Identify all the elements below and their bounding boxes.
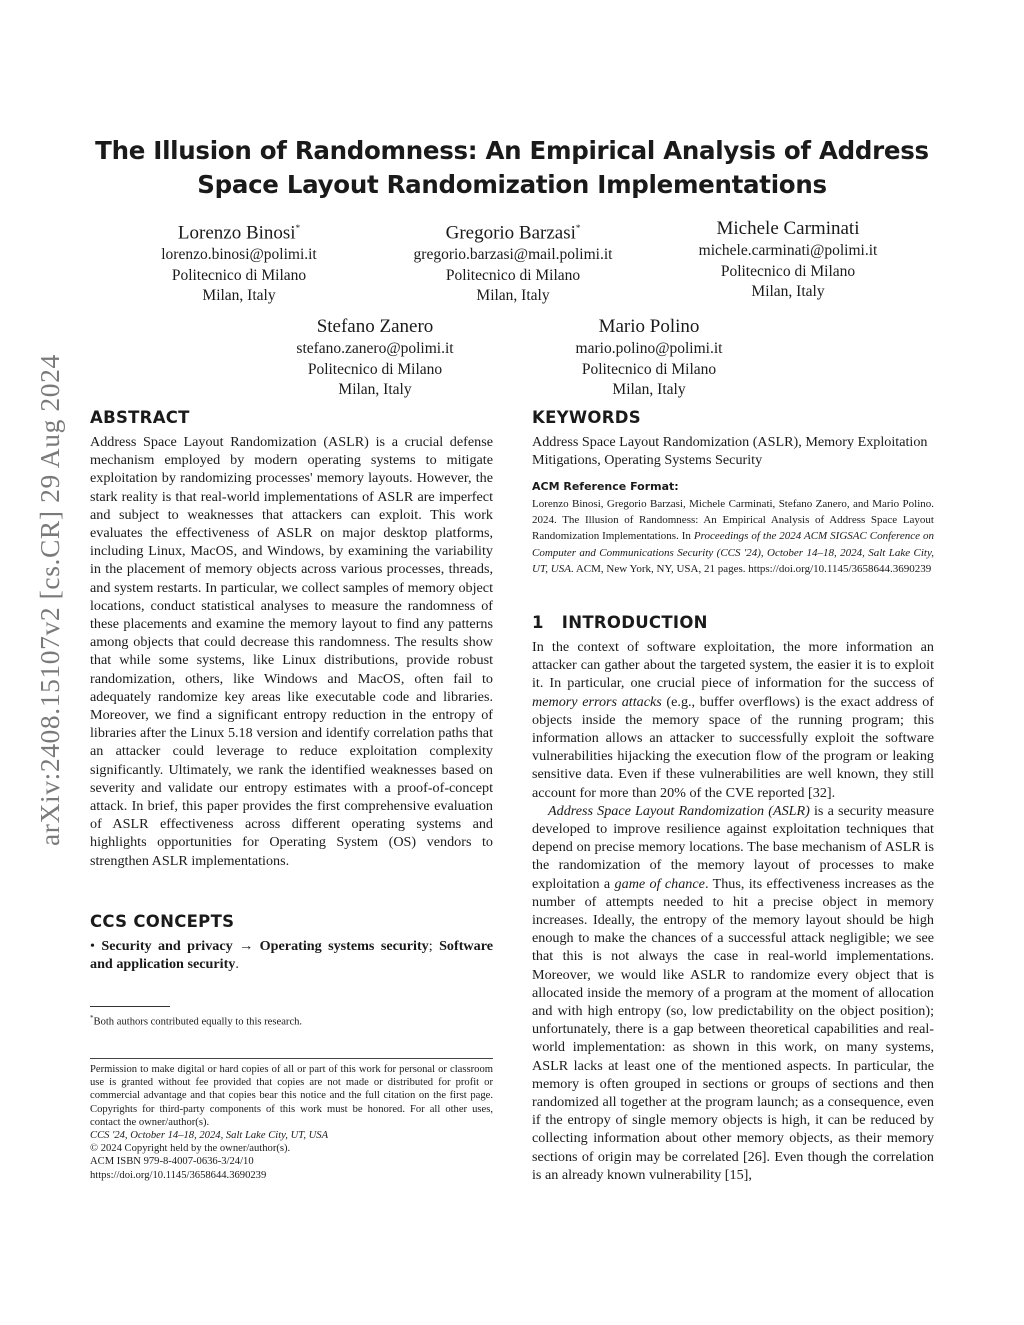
permission-block bbox=[90, 1063, 493, 1182]
author-block bbox=[89, 216, 389, 307]
ccs-bullet: • bbox=[90, 938, 95, 954]
title-line-2: Space Layout Randomization Implementations bbox=[197, 170, 827, 199]
ccs-separator: ; bbox=[428, 938, 433, 954]
keywords-body bbox=[532, 433, 934, 469]
author-email: lorenzo.binosi@polimi.it bbox=[161, 246, 317, 264]
author-block bbox=[225, 314, 525, 401]
author-affiliation: Politecnico di Milano bbox=[720, 262, 856, 280]
author-block bbox=[499, 314, 799, 401]
author-block bbox=[363, 216, 663, 307]
doi-line: https://doi.org/10.1145/3658644.3690239 bbox=[90, 1169, 267, 1181]
author-name: Mario Polino bbox=[598, 316, 700, 337]
ccs-arrow: → bbox=[239, 938, 254, 954]
author-affiliation: Politecnico di Milano bbox=[171, 266, 307, 284]
author-location: Milan, Italy bbox=[476, 287, 550, 305]
reference-format-body: Lorenzo Binosi, Gregorio Barzasi, Michele Carminati, Stefano Zanero, and Mario Polino. 2024. The Illusion of Randomness: An Empirical Analysis of Address Space Layout Randomization Implementations. In Proceedings of the 2024 ACM SIGSAC Conference on Computer and Communications Security (CCS '24), October 14–18, 2024, Salt Lake City, UT, USA. ACM, New York, NY, USA, 21 pages. https://doi.org/10.1145/3658644.3690239 bbox=[532, 498, 934, 575]
footnote: *Both authors contributed equally to this research. bbox=[90, 1014, 303, 1028]
permission-text: Permission to make digital or hard copies of all or part of this work for personal or classroom use is granted without fee provided that copies are not made or distributed for profit or commercial advantage and that copies bear this notice and the full citation on the first page. Copyrights for third-party components of this work must be honored. For all other uses, contact the owner/author(s). bbox=[90, 1064, 493, 1128]
author-name: Gregorio Barzasi* bbox=[445, 222, 581, 244]
intro-paragraph-1: In the context of software exploitation, the more information an attacker can gather about the targeted system, the easier it is to exploit it. In particular, one crucial piece of information for the success of memory errors attacks (e.g., buffer overflows) is the exact address of objects inside the memory space of the running program; this information allows an attacker to successfully exploit the software vulnerabilities hijacking the execution flow of the program or leaking sensitive data. Even if these vulnerabilities are well known, they still account for more than 20% of the CVE reported [32]. bbox=[532, 639, 934, 801]
conference-line: CCS '24, October 14–18, 2024, Salt Lake City, UT, USA bbox=[90, 1130, 329, 1142]
abstract-heading: ABSTRACT bbox=[90, 408, 190, 427]
author-affiliation: Politecnico di Milano bbox=[581, 360, 717, 378]
author-location: Milan, Italy bbox=[751, 283, 825, 300]
keywords-heading: KEYWORDS bbox=[532, 408, 641, 427]
author-email: michele.carminati@polimi.it bbox=[698, 242, 878, 259]
introduction-body bbox=[532, 638, 934, 1184]
intro-paragraph-2: Address Space Layout Randomization (ASLR) is a security measure developed to improve resilience against exploitation techniques that depend on precise memory locations. The base mechanism of ASLR is the randomization of the memory layout of processes to make exploitation a game of chance. Thus, its effectiveness increases as the number of attempts needed to hit a precise object in memory increases. Ideally, the entropy of the memory layout should be high enough to make the chances of a successful attack negligible; we see that this is not always the case in real-world implementations. Moreover, we would like ASLR to randomize every object that is allocated inside the memory of a program at the moment of allocation and with high entropy (so, low predictability on the object position); unfortunately, there is a gap between theoretical capabilities and real-world implementation: as shown in this work, on many systems, ASLR lacks at least one of the mentioned aspects. In particular, the memory is often grouped in sections or groups of sections and then randomized all together at the program launch; as a consequence, even if the entropy of single memory objects is high, it can be reduced by collecting information about other memory objects, as their memory sections of origin may be correlated [26]. Even though the correlation is an already known vulnerability [15], bbox=[532, 802, 934, 1183]
author-name: Lorenzo Binosi* bbox=[177, 222, 301, 244]
reference-format-heading: ACM Reference Format: bbox=[532, 480, 679, 493]
author-location: Milan, Italy bbox=[612, 381, 686, 398]
abstract-text: Address Space Layout Randomization (ASLR) is a crucial defense mechanism employed by modern operating systems to mitigate exploitation by randomizing processes' memory layouts. However, the stark reality is that real-world implementations of ASLR are imperfect and subject to weaknesses that attackers can exploit. This work evaluates the effectiveness of ASLR on major desktop platforms, including Linux, MacOS, and Windows, by examining the variability in the placement of memory objects across various processes, threads, and system restarts. In particular, we collect samples of memory object locations, conduct statistical analyses to measure the randomness of these placements and examine the memory layout to find any patterns among objects that could decrease this randomness. The results show that while some systems, like Linux distributions, provide robust randomization, others, like Windows and MacOS, often fail to adequately randomize key areas like executable code and libraries. Moreover, we find a significant entropy reduction in the entropy of libraries after the Linux 5.18 version and identify correlation paths that an attacker could leverage to reduce exploitation complexity significantly. Ultimately, we rank the identified weaknesses based on severity and validate our entropy estimates with a proof-of-concept attack. In brief, this paper provides the first comprehensive evaluation of ASLR effectiveness across different operating systems and highlights opportunities for Operating System (OS) vendors to strengthen ASLR implementations. bbox=[90, 434, 493, 869]
author-location: Milan, Italy bbox=[338, 381, 412, 398]
title-line-1: The Illusion of Randomness: An Empirical Analysis of Address bbox=[95, 136, 929, 165]
author-location: Milan, Italy bbox=[202, 287, 276, 305]
author-affiliation: Politecnico di Milano bbox=[307, 360, 443, 378]
author-email: gregorio.barzasi@mail.polimi.it bbox=[413, 246, 613, 264]
ccs-term-software-security: Software and application security bbox=[90, 938, 493, 973]
ccs-concepts-heading: CCS CONCEPTS bbox=[90, 912, 235, 931]
author-name: Michele Carminati bbox=[716, 218, 860, 239]
copyright-line: © 2024 Copyright held by the owner/author(s). bbox=[90, 1143, 291, 1155]
keywords-text: Address Space Layout Randomization (ASLR), Memory Exploitation Mitigations, Operating Systems Security bbox=[532, 434, 928, 469]
arxiv-identifier: arXiv:2408.15107v2 [cs.CR] 29 Aug 2024 bbox=[34, 354, 65, 846]
author-email: mario.polino@polimi.it bbox=[575, 340, 723, 357]
footnote-rule bbox=[90, 1006, 170, 1007]
permission-rule bbox=[90, 1058, 493, 1059]
ccs-end: . bbox=[235, 956, 239, 973]
isbn-line: ACM ISBN 979-8-4007-0636-3/24/10 bbox=[90, 1156, 254, 1168]
author-affiliation: Politecnico di Milano bbox=[445, 266, 581, 284]
ccs-term-os-security: Operating systems security bbox=[259, 938, 429, 954]
abstract-body bbox=[90, 433, 493, 870]
author-name: Stefano Zanero bbox=[316, 316, 434, 337]
paper-title bbox=[80, 134, 944, 202]
ccs-concepts-body bbox=[90, 937, 493, 973]
author-email: stefano.zanero@polimi.it bbox=[296, 340, 454, 357]
introduction-heading: 1 INTRODUCTION bbox=[532, 613, 708, 632]
author-block bbox=[638, 216, 938, 303]
ccs-term-security-privacy: Security and privacy bbox=[101, 938, 233, 954]
